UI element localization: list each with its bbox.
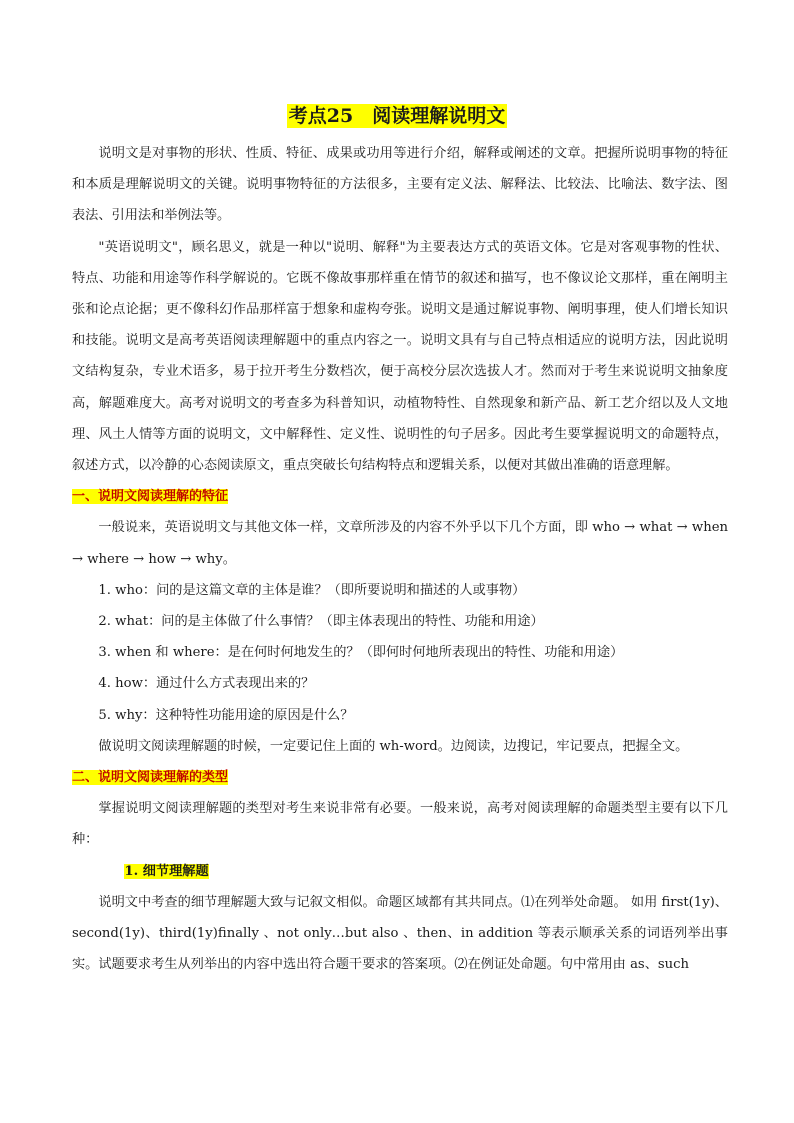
paragraph-features-intro: 一般说来，英语说明文与其他文体一样，文章所涉及的内容不外乎以下几个方面，即 who → what → when → where → how → why。 xyxy=(72,520,728,567)
list-item-who: 1. who：问的是这篇文章的主体是谁？（即所要说明和描述的人或事物） xyxy=(98,582,526,598)
list-item-when-where: 3. when 和 where：是在何时何地发生的？（即何时何地所表现出的特性、功能和用途） xyxy=(98,645,624,661)
paragraph-english-expository: "英语说明文"，顾名思义，就是一种以"说明、解释"为主要表达方式的英语文体。它是对客观事物的性状、特点、功能和用途等作科学解说的。它既不像故事那样重在情节的叙述和描写，也不像议论文那样，重在阐明主张和论点论据；更不像科幻作品那样富于想象和虚构夸张。说明文是通过解说事物、阐明事理，使人们增长知识和技能。说明文是高考英语阅读理解题中的重点内容之一。说明文具有与自己特点相适应的说明方法，因此说明文结构复杂，专业术语多，易于拉开考生分数档次，便于高校分层次选拔人才。然而对于考生来说说明文抽象度高，解题难度大。高考对说明文的考查多为科普知识，动植物特性、自然现象和新产品、新工艺介绍以及人文地理、风土人情等方面的说明文，文中解释性、定义性、说明性的句子居多。因此考生要掌握说明文的命题特点，叙述方式，以冷静的心态阅读原文，重点突破长句结构特点和逻辑关系，以便对其做出准确的语意理解。 xyxy=(72,239,728,474)
document-body xyxy=(72,138,728,980)
paragraph-types-intro: 掌握说明文阅读理解题的类型对考生来说非常有必要。一般来说，高考对阅读理解的命题类型主要有以下几种： xyxy=(72,801,728,848)
list-item-what: 2. what：问的是主体做了什么事情？（即主体表现出的特性、功能和用途） xyxy=(98,614,544,630)
subheading-detail-questions: 1. 细节理解题 xyxy=(124,863,209,879)
list-item-why: 5. why：这种特性功能用途的原因是什么？ xyxy=(98,707,354,723)
section-heading-features: 一、说明文阅读理解的特征 xyxy=(72,489,229,505)
paragraph-features-closing: 做说明文阅读理解题的时候，一定要记住上面的 wh-word。边阅读，边搜记，牢记要点，把握全文。 xyxy=(98,738,689,754)
list-item-how: 4. how：通过什么方式表现出来的？ xyxy=(98,676,315,692)
paragraph-intro: 说明文是对事物的形状、性质、特征、成果或功用等进行介绍，解释或阐述的文章。把握所说明事物的特征和本质是理解说明文的关键。说明事物特征的方法很多，主要有定义法、解释法、比较法、比喻法、数字法、图表法、引用法和举例法等。 xyxy=(72,146,728,224)
document-title: 考点25 阅读理解说明文 xyxy=(288,105,506,127)
section-heading-types: 二、说明文阅读理解的类型 xyxy=(72,770,229,786)
paragraph-detail-questions: 说明文中考查的细节理解题大致与记叙文相似。命题区域都有其共同点。⑴在列举处命题。 如用 first(1y)、second(1y)、third(1y)finally 、not only…but also 、then、in addition 等表示顺承关系的词语列举出事实。试题要求考生从列举出的内容中选出符合题干要求的答案项。⑵在例证处命题。句中常用由 as、such xyxy=(72,894,728,973)
